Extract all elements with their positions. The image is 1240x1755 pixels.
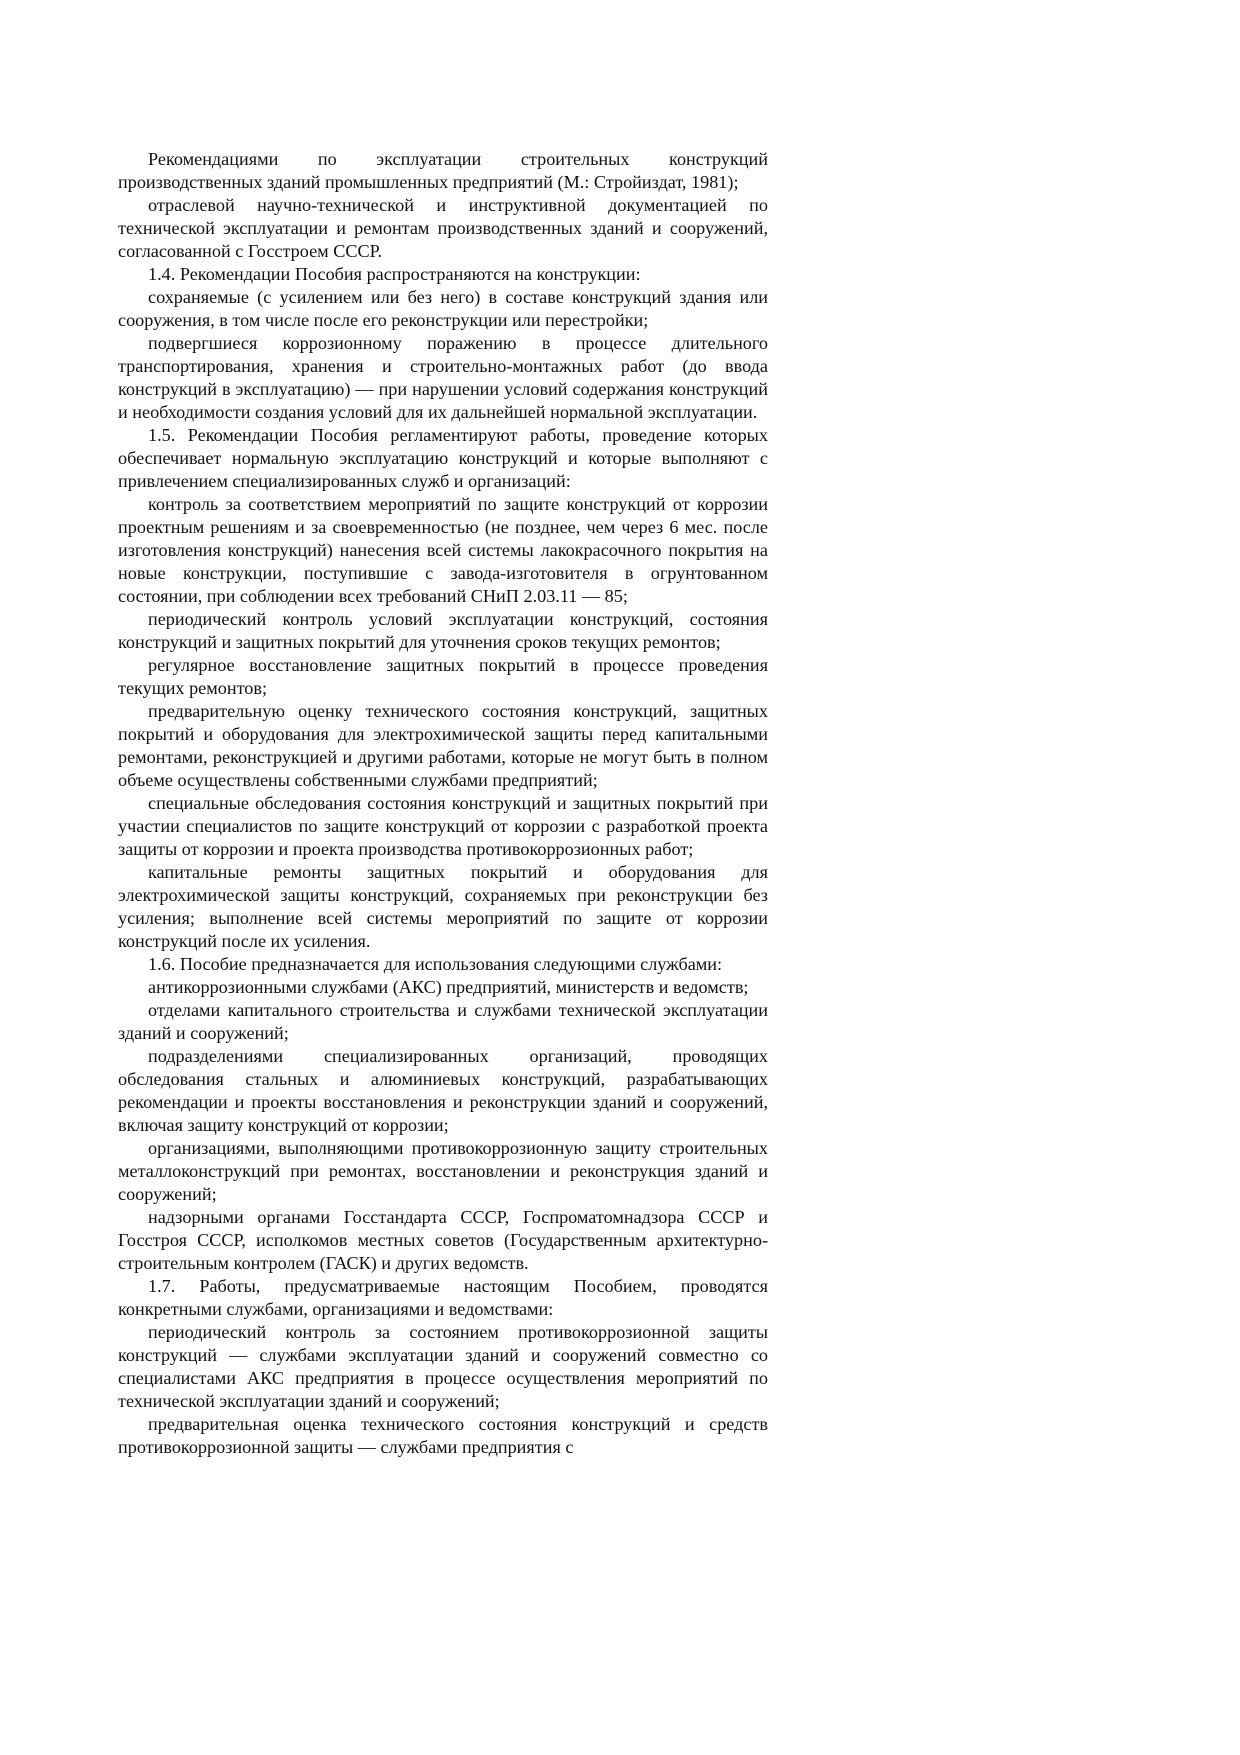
paragraph: организациями, выполняющими противокоррозионную защиту строительных металлоконструкций при ремонтах, восстановлении и реконструкция зданий и сооружений; xyxy=(118,1138,768,1204)
paragraph: отделами капитального строительства и службами технической эксплуатации зданий и сооружений; xyxy=(118,1000,768,1043)
section-1-5-paragraph: 1.5. Рекомендации Пособия регламентируют работы, проведение которых обеспечивает нормальную эксплуатацию конструкций и которые выполняют с привлечением специализированных служб и организаций: xyxy=(118,425,768,491)
paragraph: подразделениями специализированных организаций, проводящих обследования стальных и алюминиевых конструкций, разрабатывающих рекомендации и проекты восстановления и реконструкции зданий и сооружений, включая защиту конструкций от коррозии; xyxy=(118,1046,768,1135)
section-1-4-heading: 1.4. Рекомендации Пособия распространяются на конструкции: xyxy=(148,264,641,284)
section-1-7-paragraph: 1.7. Работы, предусматриваемые настоящим Пособием, проводятся конкретными службами, организациями и ведомствами: xyxy=(118,1276,768,1319)
paragraph: надзорными органами Госстандарта СССР, Госпроматомнадзора СССР и Госстроя СССР, исполкомов местных советов (Государственным архитектурно-строительным контролем (ГАСК) и других ведомств. xyxy=(118,1207,768,1273)
paragraph: предварительная оценка технического состояния конструкций и средств противокоррозионной защиты — службами предприятия с xyxy=(118,1414,768,1457)
paragraph: периодический контроль за состоянием противокоррозионной защиты конструкций — службами эксплуатации зданий и сооружений совместно со специалистами АКС предприятия в процессе осуществления мероприятий по технической эксплуатации зданий и сооружений; xyxy=(118,1322,768,1411)
document-page xyxy=(118,148,768,1459)
paragraph: специальные обследования состояния конструкций и защитных покрытий при участии специалистов по защите конструкций от коррозии с разработкой проекта защиты от коррозии и проекта производства противокоррозионных работ; xyxy=(118,793,768,859)
paragraph: капитальные ремонты защитных покрытий и оборудования для электрохимической защиты конструкций, сохраняемых при реконструкции без усиления; выполнение всей системы мероприятий по защите от коррозии конструкций после их усиления. xyxy=(118,862,768,951)
paragraph: периодический контроль условий эксплуатации конструкций, состояния конструкций и защитных покрытий для уточнения сроков текущих ремонтов; xyxy=(118,609,768,652)
paragraph: сохраняемые (с усилением или без него) в составе конструкций здания или сооружения, в том числе после его реконструкции или перестройки; xyxy=(118,287,768,330)
paragraph: предварительную оценку технического состояния конструкций, защитных покрытий и оборудования для электрохимической защиты перед капитальными ремонтами, реконструкцией и другими работами, которые не могут быть в полном объеме осуществлены собственными службами предприятий; xyxy=(118,701,768,790)
paragraph: контроль за соответствием мероприятий по защите конструкций от коррозии проектным решениям и за своевременностью (не позднее, чем через 6 мес. после изготовления конструкций) нанесения всей системы лакокрасочного покрытия на новые конструкции, поступившие с завода-изготовителя в огрунтованном состоянии, при соблюдении всех требований СНиП 2.03.11 — 85; xyxy=(118,494,768,606)
paragraph: отраслевой научно-технической и инструктивной документацией по технической эксплуатации и ремонтам производственных зданий и сооружений, согласованной с Госстроем СССР. xyxy=(118,195,768,261)
paragraph: Рекомендациями по эксплуатации строительных конструкций производственных зданий промышленных предприятий (М.: Стройиздат, 1981); xyxy=(118,149,768,192)
paragraph: подвергшиеся коррозионному поражению в процессе длительного транспортирования, хранения и строительно-монтажных работ (до ввода конструкций в эксплуатацию) — при нарушении условий содержания конструкций и необходимости создания условий для их дальнейшей нормальной эксплуатации. xyxy=(118,333,768,422)
paragraph: регулярное восстановление защитных покрытий в процессе проведения текущих ремонтов; xyxy=(118,655,768,698)
section-1-6-paragraph: 1.6. Пособие предназначается для использования следующими службами: xyxy=(148,954,723,974)
paragraph: антикоррозионными службами (АКС) предприятий, министерств и ведомств; xyxy=(148,977,749,997)
